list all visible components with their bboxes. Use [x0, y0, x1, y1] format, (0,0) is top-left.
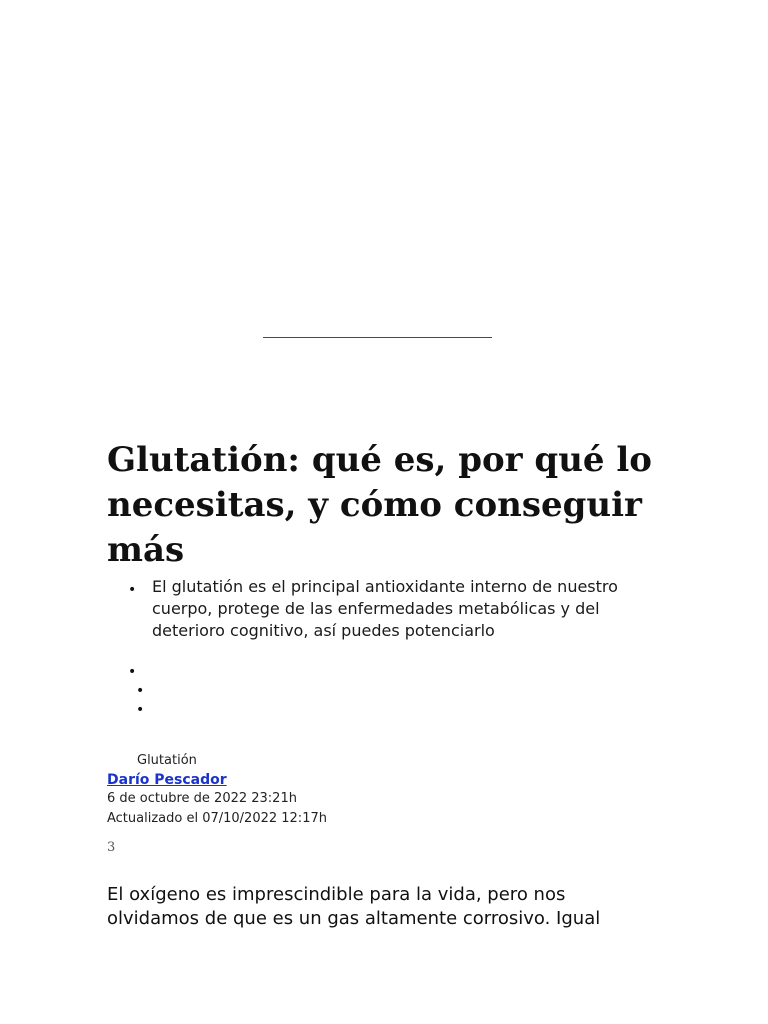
image-caption: Glutatión	[137, 753, 197, 768]
updated-date: Actualizado el 07/10/2022 12:17h	[107, 811, 327, 826]
share-list-bullet: •	[128, 664, 137, 680]
share-list-bullet: •	[136, 683, 145, 699]
article-headline: Glutatión: qué es, por qué lo necesitas, y cómo conseguir más	[107, 440, 652, 570]
author-link[interactable]: Darío Pescador	[107, 772, 227, 788]
publish-date: 6 de octubre de 2022 23:21h	[107, 791, 297, 806]
share-list-bullet: •	[136, 702, 145, 718]
article-body-paragraph: El oxígeno es imprescindible para la vida, pero nos olvidamos de que es un gas altamente corrosivo. Igual	[107, 884, 601, 929]
summary-bullet: •	[128, 582, 137, 598]
top-link-underline[interactable]	[263, 337, 492, 338]
comment-count[interactable]: 3	[107, 840, 116, 855]
article-summary: El glutatión es el principal antioxidante interno de nuestro cuerpo, protege de las enfermedades metabólicas y del deterioro cognitivo, así puedes potenciarlo	[152, 577, 618, 640]
article-summary-list	[107, 576, 667, 642]
